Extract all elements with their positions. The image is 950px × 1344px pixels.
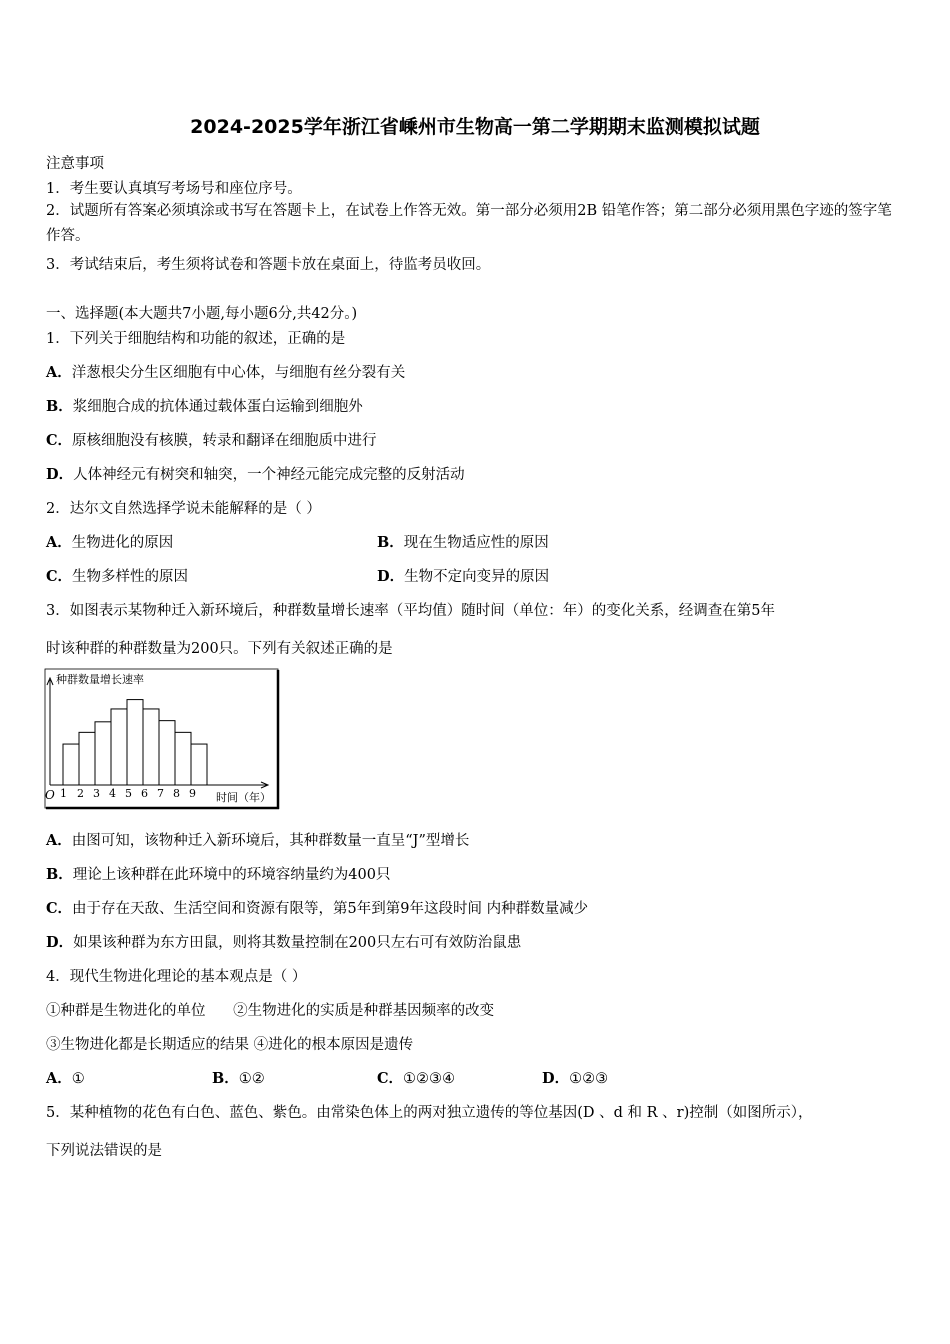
q2-option-a — [46, 531, 173, 552]
question-4-stem: 4．现代生物进化理论的基本观点是（ ） — [46, 969, 307, 985]
option-label: C． — [46, 568, 73, 585]
question-1-stem: 1．下列关于细胞结构和功能的叙述，正确的是 — [46, 331, 346, 347]
bar — [111, 709, 127, 785]
x-tick-label: 3 — [93, 787, 100, 800]
option-label: A． — [46, 832, 72, 849]
x-tick-label: 7 — [157, 787, 164, 800]
option-text: ①②③ — [569, 1071, 609, 1087]
bar — [191, 744, 207, 785]
q3-option-a — [46, 829, 469, 850]
option-text: 如果该种群为东方田鼠，则将其数量控制在200只左右可有效防治鼠患 — [73, 935, 522, 951]
option-text: 由于存在天敌、生活空间和资源有限等，第5年到第9年这段时间 内种群数量减少 — [72, 901, 589, 917]
notice-item: 2．试题所有答案必须填涂或书写在答题卡上，在试卷上作答无效。第一部分必须用2B 铅笔作答；第二部分必须用黑色字迹的签字笔作答。 — [46, 203, 892, 244]
x-tick-label: 8 — [173, 787, 180, 800]
bar — [127, 700, 143, 785]
x-tick-label: 1 — [60, 787, 67, 800]
option-label: D． — [46, 466, 74, 483]
option-text: 生物多样性的原因 — [72, 569, 189, 585]
x-tick-label: 4 — [109, 787, 116, 800]
question-2-stem: 2．达尔文自然选择学说未能解释的是（ ） — [46, 501, 321, 517]
question-3-stem-cont: 时该种群的种群数量为200只。下列有关叙述正确的是 — [46, 641, 393, 657]
q2-option-b — [377, 531, 549, 552]
question-5-stem-cont: 下列说法错误的是 — [46, 1143, 162, 1159]
option-label: C． — [377, 1070, 404, 1087]
option-text: 由图可知，该物种迁入新环境后，其种群数量一直呈“J”型增长 — [71, 833, 470, 849]
q3-option-d — [46, 931, 521, 952]
option-label: D． — [542, 1070, 570, 1087]
option-text: 洋葱根尖分生区细胞有中心体，与细胞有丝分裂有关 — [71, 365, 406, 381]
x-tick-label: 9 — [189, 787, 196, 800]
growth-rate-bar-chart — [44, 668, 280, 810]
bar — [175, 732, 191, 785]
option-text: 浆细胞合成的抗体通过载体蛋白运输到细胞外 — [72, 399, 363, 415]
q2-option-d — [377, 565, 549, 586]
q1-option-a — [46, 361, 405, 382]
q4-option-a — [46, 1067, 85, 1088]
option-label: C． — [46, 432, 73, 449]
q1-option-d — [46, 463, 465, 484]
notice-item: 1．考生要认真填写考场号和座位序号。 — [46, 181, 302, 197]
x-tick-label: 5 — [125, 787, 132, 800]
option-text: 生物进化的原因 — [71, 535, 174, 551]
option-label: A． — [46, 1070, 72, 1087]
bar — [143, 709, 159, 785]
option-text: 人体神经元有树突和轴突，一个神经元能完成完整的反射活动 — [73, 467, 465, 483]
option-text: ① — [71, 1071, 85, 1087]
q4-statements: ①种群是生物进化的单位 ②生物进化的实质是种群基因频率的改变 — [46, 1003, 495, 1019]
q4-option-b — [212, 1067, 265, 1088]
origin-label: O — [45, 788, 55, 802]
option-label: B． — [46, 866, 73, 883]
q3-option-b — [46, 863, 390, 884]
x-axis-label: 时间（年） — [216, 791, 271, 804]
bar — [95, 722, 111, 785]
option-text: ①② — [238, 1071, 265, 1087]
option-text: 原核细胞没有核膜，转录和翻译在细胞质中进行 — [72, 433, 377, 449]
section-heading: 一、选择题(本大题共7小题,每小题6分,共42分。) — [46, 306, 358, 322]
chart-marks — [45, 672, 271, 804]
q1-option-c — [46, 429, 377, 450]
question-3-stem: 3．如图表示某物种迁入新环境后，种群数量增长速率（平均值）随时间（单位：年）的变化关系，经调查在第5年 — [46, 603, 775, 619]
option-label: D． — [46, 934, 74, 951]
option-label: C． — [46, 900, 73, 917]
option-text: 理论上该种群在此环境中的环境容纳量约为400只 — [72, 867, 391, 883]
option-label: A． — [46, 364, 72, 381]
option-label: A． — [46, 534, 72, 551]
chart-svg — [44, 668, 280, 810]
q3-option-c — [46, 897, 588, 918]
notice-heading: 注意事项 — [46, 156, 104, 172]
bar — [79, 732, 95, 785]
option-text: 生物不定向变异的原因 — [404, 569, 550, 585]
q1-option-b — [46, 395, 363, 416]
option-label: D． — [377, 568, 405, 585]
y-axis-label: 种群数量增长速率 — [56, 673, 144, 686]
option-text: ①②③④ — [403, 1071, 456, 1087]
q4-statements: ③生物进化都是长期适应的结果 ④进化的根本原因是遗传 — [46, 1037, 414, 1053]
x-tick-label: 2 — [77, 787, 84, 800]
q4-option-c — [377, 1067, 455, 1088]
option-label: B． — [46, 398, 73, 415]
notice-item: 3．考试结束后，考生须将试卷和答题卡放在桌面上，待监考员收回。 — [46, 257, 491, 273]
x-tick-label: 6 — [141, 787, 148, 800]
q4-option-d — [542, 1067, 608, 1088]
option-text: 现在生物适应性的原因 — [403, 535, 549, 551]
bar — [63, 744, 79, 785]
page-title: 2024-2025学年浙江省嵊州市生物高一第二学期期末监测模拟试题 — [190, 116, 760, 138]
bar — [159, 721, 175, 785]
option-label: B． — [377, 534, 404, 551]
option-label: B． — [212, 1070, 239, 1087]
q2-option-c — [46, 565, 188, 586]
question-5-stem: 5．某种植物的花色有白色、蓝色、紫色。由常染色体上的两对独立遗传的等位基因(D 、d 和 R 、r)控制（如图所示）， — [46, 1105, 813, 1121]
